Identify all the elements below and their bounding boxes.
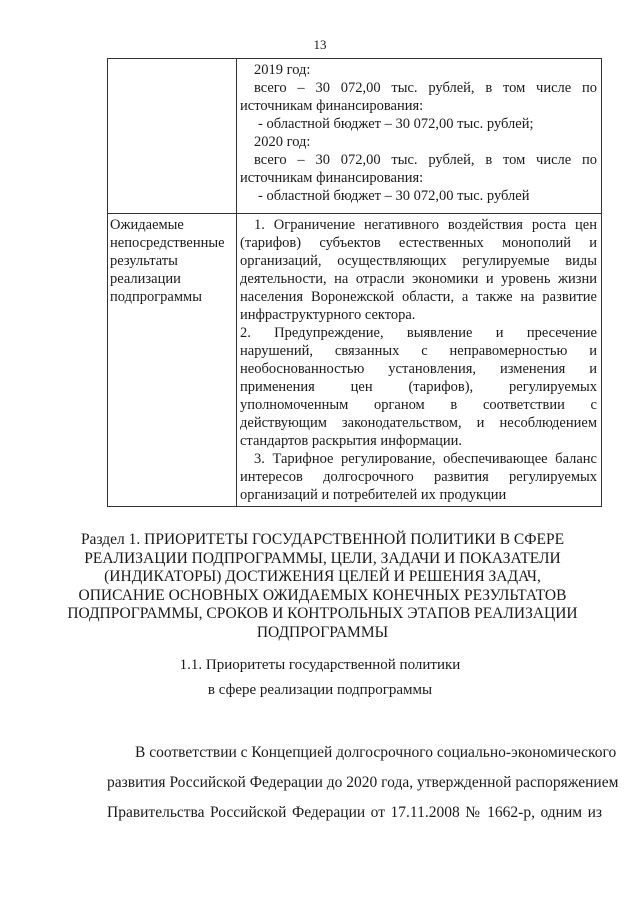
label-line: подпрограммы: [110, 289, 202, 305]
heading-line: ПОДПРОГРАММЫ: [256, 623, 389, 641]
text-line: нарушений, связанных с неправомерностью и: [240, 343, 597, 359]
text-line: всего – 30 072,00 тыс. рублей, в том числе по: [254, 80, 597, 96]
text-line: населения Воронежской области, а также на развитие: [240, 289, 597, 305]
text-line: 2019 год:: [254, 62, 311, 78]
label-line: Ожидаемые: [110, 217, 184, 233]
heading-line: ОПИСАНИЕ ОСНОВНЫХ ОЖИДАЕМЫХ КОНЕЧНЫХ РЕЗУЛЬТАТОВ: [78, 586, 567, 604]
table-cell-label: [108, 214, 237, 507]
page-number: 13: [313, 37, 327, 52]
passport-table: [107, 58, 602, 507]
text-line: стандартов раскрытия информации.: [240, 433, 463, 449]
heading-line: ПОДПРОГРАММЫ, СРОКОВ И КОНТРОЛЬНЫХ ЭТАПОВ РЕАЛИЗАЦИИ: [67, 605, 578, 622]
text-line: источникам финансирования:: [240, 170, 424, 186]
text-line: организаций и потребителей их продукции: [240, 487, 507, 503]
heading-line: Раздел 1. ПРИОРИТЕТЫ ГОСУДАРСТВЕННОЙ ПОЛИТИКИ В СФЕРЕ: [80, 531, 565, 548]
text-line: уполномоченным органом в соответствии с: [240, 397, 597, 413]
text-line: - областной бюджет – 30 072,00 тыс. рублей: [258, 188, 530, 204]
text-line: 1. Ограничение негативного воздействия роста цен: [254, 217, 597, 233]
label-line: непосредственные: [110, 235, 225, 251]
heading-line: (ИНДИКАТОРЫ) ДОСТИЖЕНИЯ ЦЕЛЕЙ И РЕШЕНИЯ ЗАДАЧ,: [104, 568, 541, 585]
text-line: (тарифов) субъектов естественных монополий и: [240, 235, 597, 251]
text-line: источникам финансирования:: [240, 98, 424, 114]
text-line: 2020 год:: [254, 134, 311, 150]
table-cell-funding: [237, 59, 602, 214]
section-heading: [60, 531, 585, 642]
table-row: [108, 214, 602, 507]
text-line: 3. Тарифное регулирование, обеспечивающее баланс: [254, 451, 597, 467]
label-line: результаты: [110, 253, 178, 269]
text-line: действующим законодательством, и несоблюдением: [240, 415, 597, 431]
subsection-title: 1.1. Приоритеты государственной политики: [179, 657, 461, 673]
table-cell-results: [237, 214, 602, 507]
table-cell-label: [108, 59, 237, 214]
text-line: применения цен (тарифов), регулируемых: [240, 379, 597, 395]
text-line: 2. Предупреждение, выявление и пресечение: [240, 325, 597, 341]
text-line: необоснованностью установления, изменения и: [240, 361, 597, 377]
text-line: организаций, осуществляющих регулируемые виды: [240, 253, 597, 269]
paragraph-line: Правительства Российской Федерации от 17.11.2008 № 1662-р, одним из: [107, 804, 602, 821]
text-line: инфраструктурного сектора.: [240, 307, 416, 323]
subsection-title-continued: в сфере реализации подпрограммы: [207, 682, 433, 698]
heading-line: РЕАЛИЗАЦИИ ПОДПРОГРАММЫ, ЦЕЛИ, ЗАДАЧИ И ПОКАЗАТЕЛИ: [84, 549, 561, 567]
paragraph-line: В соответствии с Концепцией долгосрочного социально-экономического: [135, 744, 617, 761]
text-line: интересов долгосрочного развития регулируемых: [240, 469, 597, 485]
paragraph-line: развития Российской Федерации до 2020 года, утвержденной распоряжением: [107, 774, 619, 791]
table-row: [108, 59, 602, 214]
label-line: реализации: [110, 271, 181, 287]
text-line: - областной бюджет – 30 072,00 тыс. рублей;: [258, 116, 534, 132]
text-line: всего – 30 072,00 тыс. рублей, в том числе по: [254, 152, 597, 168]
body-paragraph: [107, 738, 619, 828]
text-line: деятельности, на отрасли экономики и уровень жизни: [240, 271, 597, 287]
